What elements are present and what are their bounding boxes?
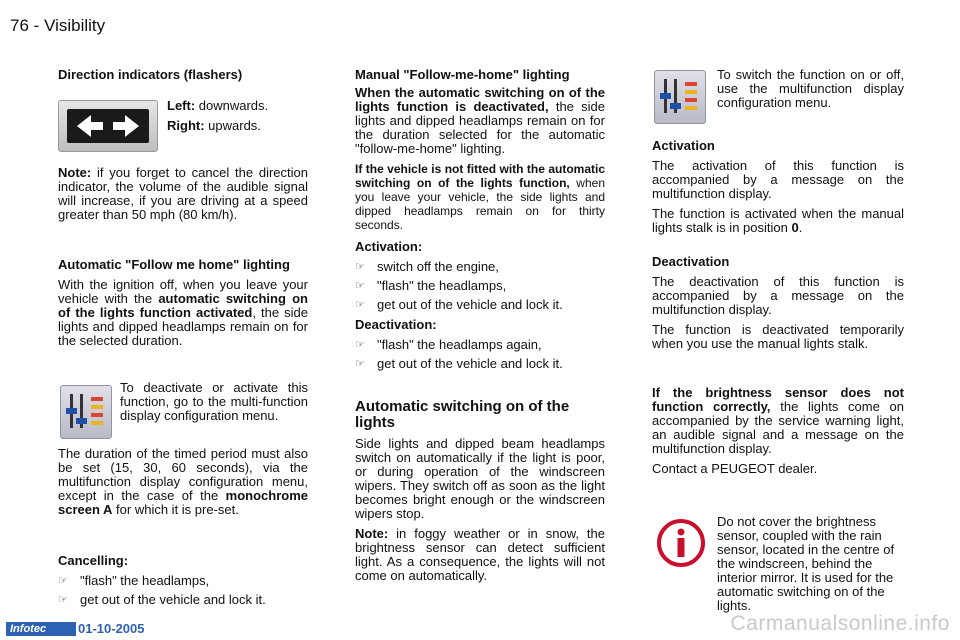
list-item: ☞ get out of the vehicle and lock it. [355,356,563,371]
deactivation-section [355,318,605,376]
auto-follow-text: With the ignition off, when you leave your vehicle with the automatic switching on of the lights function activated, the side lights and dipped headlamps remain on for the selected duration. [58,277,308,348]
info-warning-icon [655,517,707,569]
sensor-fault-text: If the brightness sensor does not function correctly, the lights come on accompanied by the service warning light, an audible signal and a message on the multifunction display. [652,385,904,456]
manual-heading: Manual "Follow-me-home" lighting [355,67,570,82]
deactivation-info [652,255,904,357]
switch-instructions: To switch the function on or off, use the multifunction display configuration menu. [717,67,904,110]
cancelling-section [58,554,308,612]
warning-text: Do not cover the brightness sensor, coupled with the rain sensor, located in the centre of the windscreen, behind the interior mirror. It is used for the automatic switching on of the lights. [717,514,895,613]
right-direction: Right: upwards. [167,118,261,133]
left-direction: Left: downwards. [167,98,269,113]
list-item: ☞ get out of the vehicle and lock it. [58,592,266,607]
indicators-heading: Direction indicators (flashers) [58,67,243,82]
pointing-hand-icon: ☞ [355,339,365,351]
multifunction-menu-icon [60,385,112,439]
pointing-hand-icon: ☞ [58,575,68,587]
activation-section [355,240,605,317]
activation-heading: Activation [652,138,715,153]
list-item: ☞ "flash" the headlamps, [355,278,507,293]
infotec-logo: Infotec [6,622,76,636]
pointing-hand-icon: ☞ [355,280,365,292]
follow-me-home-section [58,258,308,354]
contact-dealer-text: Contact a PEUGEOT dealer. [652,461,818,476]
manual-text: When the automatic switching on of the lights function is deactivated, the side lights and dipped headlamps remain on for the duration selected for the automatic "follow-me-home" lighting. [355,85,605,156]
auto-switching-section [355,399,605,589]
list-item: ☞ get out of the vehicle and lock it. [355,297,563,312]
list-item: ☞ "flash" the headlamps, [58,573,210,588]
deactivation-temp-text: The function is deactivated temporarily when you use the manual lights stalk. [652,322,904,351]
activation-text: The activation of this function is accompanied by a message on the multifunction display. [652,158,904,201]
activation-position-text: The function is activated when the manual lights stalk is in position 0. [652,206,904,235]
page-number: 76 [10,16,29,35]
list-item: ☞ switch off the engine, [355,259,499,274]
deactivation-heading: Deactivation: [355,317,437,332]
cancelling-heading: Cancelling: [58,553,129,568]
warning-box [717,515,904,619]
footer-date: 01-10-2005 [78,621,145,636]
auto-switching-text: Side lights and dipped beam headlamps switch on automatically if the light is poor, or during operation of the windscreen wipers. They switch off as soon as the light becomes bright enough or the windscreen wipers stop. [355,436,605,521]
auto-switching-note: Note: in foggy weather or in snow, the brightness sensor can detect sufficient light. As a consequence, the lights will not come on automatically. [355,526,605,583]
auto-switching-heading: Automatic switching on of the lights [355,398,570,431]
activation-info [652,139,904,241]
page-header [10,16,105,36]
header-separator: - [33,16,40,35]
list-item: ☞ "flash" the headlamps again, [355,337,542,352]
deactivation-text: The deactivation of this function is accompanied by a message on the multifunction display. [652,274,904,317]
duration-text: The duration of the timed period must also be set (15, 30, 60 seconds), via the multifunction display configuration menu, except in the case of the monochrome screen A for which it is pre-set. [58,446,308,517]
not-fitted-text: If the vehicle is not fitted with the automatic switching on of the lights function, when you leave your vehicle, the side lights and dipped headlamps remain on for thirty seconds. [355,162,605,232]
watermark: Carmanualsonline.info [730,612,950,635]
column-1-body [58,166,308,228]
deactivation-heading: Deactivation [652,254,730,269]
activation-heading: Activation: [355,239,423,254]
multifunction-menu-icon [654,70,706,124]
duration-section [58,447,308,523]
pointing-hand-icon: ☞ [355,358,365,370]
auto-follow-heading: Automatic "Follow me home" lighting [58,257,290,272]
page-title: Visibility [44,16,106,35]
pointing-hand-icon: ☞ [355,299,365,311]
direction-arrows-icon [58,100,158,152]
column-1 [58,68,308,88]
pointing-hand-icon: ☞ [355,261,365,273]
sensor-fault-section [652,386,904,482]
deactivate-instructions: To deactivate or activate this function, go to the multi-function display configuration menu. [120,380,308,423]
indicator-directions [167,96,268,136]
pointing-hand-icon: ☞ [58,594,68,606]
indicator-note: Note: if you forget to cancel the direction indicator, the volume of the audible signal will increase, if you are driving at a speed greater than 50 mph (80 km/h). [58,165,308,222]
column-2 [355,68,605,238]
